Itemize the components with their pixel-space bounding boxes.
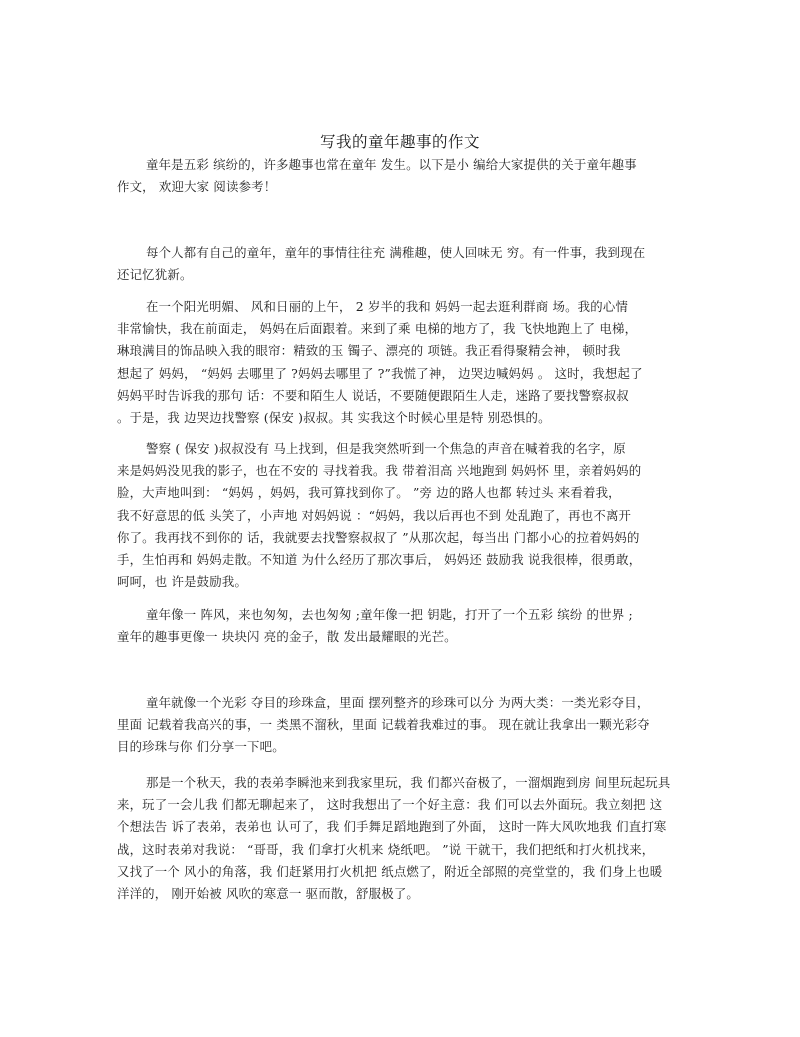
paragraph-line: 妈妈平时告诉我的那句 话：不要和陌生人 说话，不要随便跟陌生人走，迷路了要找警察叔叔	[117, 387, 629, 403]
paragraph-line: 想起了 妈妈， “妈妈 去哪里了 ?妈妈去哪里了 ?”我慌了神， 边哭边喊妈妈 。 这时，我想起了	[117, 365, 643, 381]
paragraph-line: 作文， 欢迎大家 阅读参考！	[117, 179, 277, 195]
paragraph-line: 目的珍珠与你 们分享一下吧。	[117, 739, 285, 755]
paragraph-line: 手，生怕再和 妈妈走散。不知道 为什么经历了那次事后， 妈妈还 鼓励我 说我很棒，很勇敢，	[117, 552, 642, 568]
paragraph-childhood-wind	[117, 604, 677, 648]
paragraph-line: 来，玩了一会儿我 们都无聊起来了， 这时我想出了一个好主意：我 们可以去外面玩。我立刻把 这	[117, 797, 663, 813]
paragraph-line: 在一个阳光明媚、 风和日丽的上午， 2 岁半的我和 妈妈一起去逛利群商 场。我的心情	[146, 299, 629, 314]
document-title: 写我的童年趣事的作文	[319, 133, 480, 151]
paragraph-autumn	[117, 772, 677, 905]
paragraph-intro	[117, 154, 677, 198]
paragraph-line: 个想法告 诉了表弟，表弟也 认可了，我 们手舞足蹈地跑到了外面， 这时一阵大风吹地我 们直打寒	[117, 819, 667, 835]
paragraph-line: 警察 ( 保安 )叔叔没有 马上找到，但是我突然听到一个焦急的声音在喊着我的名字，原	[146, 441, 626, 456]
paragraph-line: 战，这时表弟对我说： “哥哥，我 们拿打火机来 烧纸吧。 ”说 干就干，我们把纸和打火机找来，	[117, 841, 655, 857]
paragraph-line: 非常愉快，我在前面走， 妈妈在后面跟着。来到了乘 电梯的地方了，我 飞快地跑上了 电梯，	[117, 321, 638, 337]
paragraph-line: 里面 记载着我高兴的事，一 类黑不溜秋，里面 记载着我难过的事。 现在就让我拿出一颗光彩夺	[117, 717, 650, 733]
paragraph-line: 童年的趣事更像一 块块闪 亮的金子，散 发出最耀眼的光芒。	[117, 629, 457, 645]
paragraph-line: 我不好意思的低 头笑了，小声地 对妈妈说 ：“妈妈，我以后再也不到 处乱跑了，再也不离开	[117, 507, 632, 523]
paragraph-line: 又找了一个 风小的角落，我 们赶紧用打火机把 纸点燃了，附近全部照的亮堂堂的，我 们身上也暖	[117, 863, 663, 879]
paragraph-shopping	[117, 296, 677, 429]
paragraph-line: 琳琅满目的饰品映入我的眼帘：精致的玉 镯子、漂亮的 项链。我正看得聚精会神， 顿时我	[117, 343, 621, 359]
paragraph-line: 。于是，我 边哭边找警察 (保安 )叔叔。其 实我这个时候心里是特 别恐惧的。	[117, 410, 551, 426]
paragraph-line: 脸，大声地叫到： “妈妈 ，妈妈，我可算找到你了。 ”旁 边的路人也都 转过头 来看着我，	[117, 485, 621, 501]
paragraph-line: 你了。我再找不到你的 话，我就要去找警察叔叔了 ”从那次起，每当出 门都小心的拉着妈妈的	[117, 529, 640, 545]
paragraph-line: 童年像一 阵风，来也匆匆，去也匆匆 ;童年像一把 钥匙，打开了一个五彩 缤纷 的世界 ;	[146, 607, 633, 622]
paragraph-line: 童年是五彩 缤纷的，许多趣事也常在童年 发生。以下是小 编给大家提供的关于童年趣事	[146, 157, 637, 172]
paragraph-line: 来是妈妈没见我的影子，也在不安的 寻找着我。我 带着泪高 兴地跑到 妈妈怀 里，亲着妈妈的	[117, 463, 642, 479]
paragraph-line: 洋洋的， 刚开始被 风吹的寒意一 驱而散，舒服极了。	[117, 886, 419, 902]
paragraph-pearl-box	[117, 692, 677, 759]
paragraph-reunion	[117, 438, 677, 593]
paragraph-line: 每个人都有自己的童年，童年的事情往往充 满稚趣，使人回味无 穷。有一件事，我到现在	[146, 245, 646, 260]
paragraph-line: 那是一个秋天，我的表弟李瞬池来到我家里玩，我 们都兴奋极了，一溜烟跑到房 间里玩起玩具	[146, 775, 671, 790]
paragraph-opening	[117, 242, 677, 286]
paragraph-line: 呵呵，也 许是鼓励我。	[117, 574, 248, 590]
paragraph-line: 还记忆犹新。	[117, 267, 193, 283]
paragraph-line: 童年就像一个光彩 夺目的珍珠盒，里面 摆列整齐的珍珠可以分 为两大类：一类光彩夺目，	[146, 695, 650, 710]
